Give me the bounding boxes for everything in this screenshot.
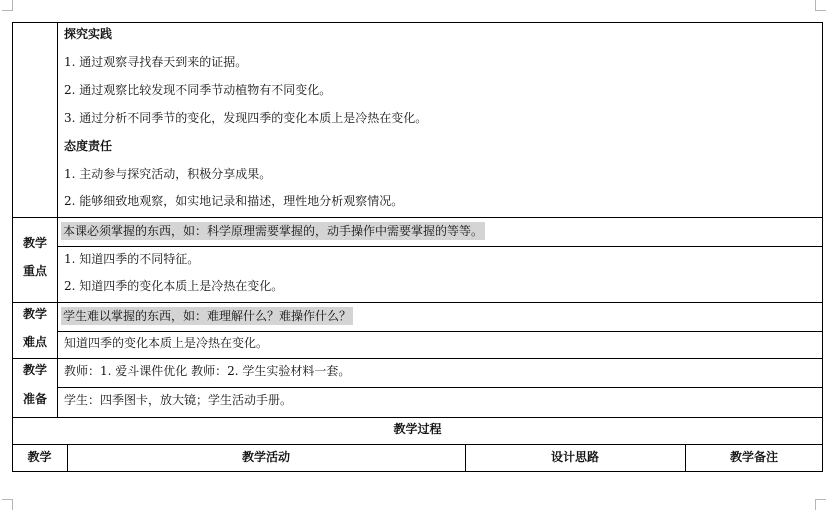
difficulty-content: 知道四季的变化本质上是冷热在变化。: [64, 336, 269, 350]
preparation-label: 教学: [22, 363, 47, 377]
key-point-item: 2. 知道四季的变化本质上是冷热在变化。: [64, 279, 284, 293]
key-points-label: 教学: [22, 236, 47, 250]
process-title: 教学过程: [393, 422, 442, 436]
difficulties-hint: 学生难以掌握的东西，如：难理解什么？难操作什么？: [63, 309, 352, 323]
process-column-header: 教学备注: [729, 450, 778, 464]
attitude-item: 2. 能够细致地观察，如实地记录和描述，理性地分析观察情况。: [64, 194, 404, 208]
page-corner-mark: [815, 0, 826, 11]
table-divider: [12, 217, 823, 218]
page-corner-mark: [2, 499, 13, 510]
page-corner-mark: [815, 499, 826, 510]
attitude-item: 1. 主动参与探究活动，积极分享成果。: [64, 167, 272, 181]
process-column-header: 设计思路: [550, 450, 599, 464]
difficulties-label: 难点: [22, 335, 47, 349]
key-points-hint: 本课必须掌握的东西，如：科学原理需要掌握的，动手操作中需要掌握的等等。: [63, 224, 484, 238]
key-points-label: 重点: [22, 264, 47, 278]
table-divider: [12, 417, 823, 418]
table-divider: [12, 358, 823, 359]
practice-heading: 探究实践: [64, 27, 113, 41]
table-divider: [12, 444, 823, 445]
preparation-label: 准备: [22, 392, 47, 406]
table-divider: [57, 331, 823, 332]
practice-item: 2. 通过观察比较发现不同季节动植物有不同变化。: [64, 83, 332, 97]
table-divider: [12, 302, 823, 303]
process-column-header: 教学活动: [241, 450, 290, 464]
process-column-header: 教学: [27, 450, 52, 464]
table-divider: [57, 246, 823, 247]
student-preparation: 学生：四季图卡，放大镜；学生活动手册。: [64, 393, 293, 407]
practice-item: 3. 通过分析不同季节的变化，发现四季的变化本质上是冷热在变化。: [64, 111, 428, 125]
practice-item: 1. 通过观察寻找春天到来的证据。: [64, 55, 248, 69]
table-divider: [57, 387, 823, 388]
teacher-preparation: 教师：1. 爱斗课件优化 教师：2. 学生实验材料一套。: [64, 364, 351, 378]
page-corner-mark: [2, 0, 13, 11]
difficulties-label: 教学: [22, 307, 47, 321]
attitude-heading: 态度责任: [64, 139, 113, 153]
key-point-item: 1. 知道四季的不同特征。: [64, 252, 200, 266]
